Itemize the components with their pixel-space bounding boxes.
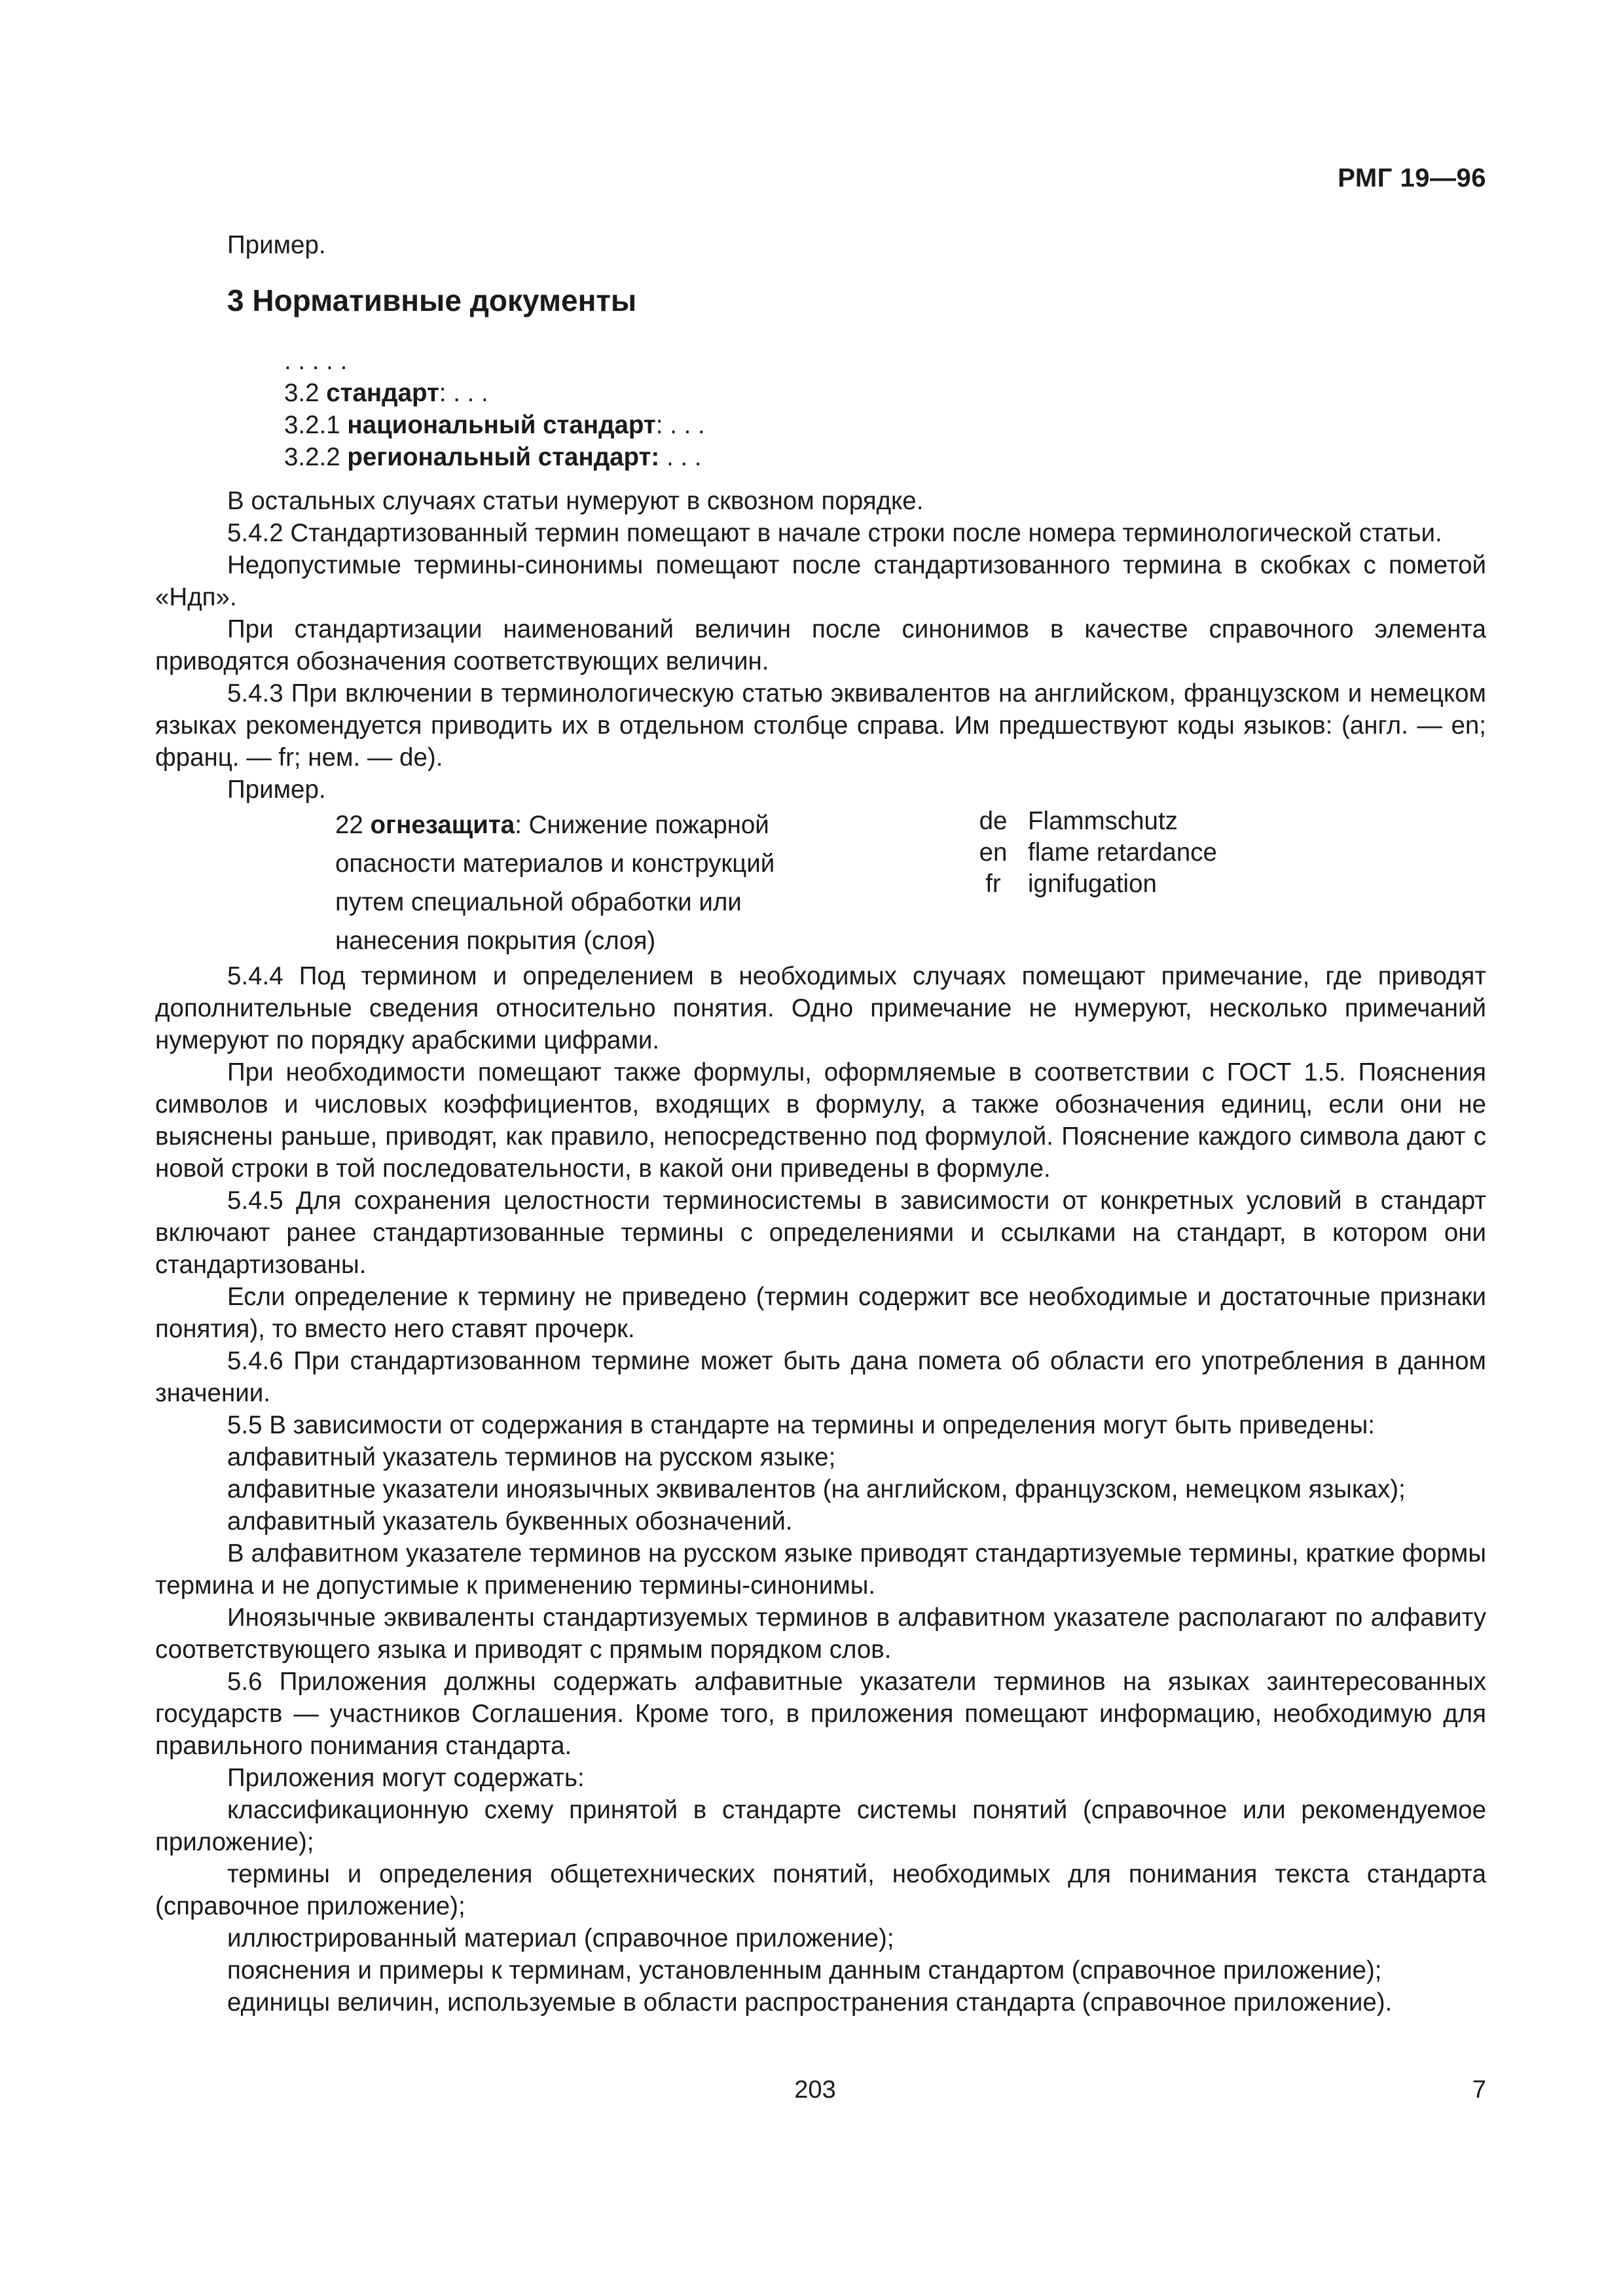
example-term-list	[284, 345, 1486, 473]
list-item: классификационную схему принятой в стандарте системы понятий (справочное или рекомендуемое приложение);	[155, 1796, 1486, 1856]
term-number: 3.2	[284, 379, 327, 407]
paragraph: 5.5 В зависимости от содержания в стандарте на термины и определения могут быть приведены:	[227, 1411, 1375, 1439]
term-line	[284, 409, 1486, 441]
list-item: пояснения и примеры к терминам, установленным данным стандартом (справочное приложение);	[227, 1956, 1382, 1984]
definition-line	[335, 806, 924, 844]
page-number: 203	[794, 2076, 836, 2104]
definition-line: опасности материалов и конструкций	[335, 850, 775, 878]
term-rest: . . .	[659, 443, 702, 471]
example-label: Пример.	[227, 776, 326, 804]
paragraph: 5.4.5 Для сохранения целостности терминосистемы в зависимости от конкретных условий в стандарт включают ранее стандартизованные термины с определениями и ссылками на стандарт, в котором они стандартизованы.	[155, 1187, 1486, 1279]
equivalent-row	[964, 869, 1217, 900]
paragraph: Недопустимые термины-синонимы помещают после стандартизованного термина в скобках с пометой «Ндп».	[155, 551, 1486, 611]
terminology-example	[155, 806, 1486, 960]
page-body	[155, 229, 1486, 2018]
paragraph: Если определение к термину не приведено (термин содержит все необходимые и достаточные признаки понятия), то вместо него ставят прочерк.	[155, 1283, 1486, 1343]
language-code: en	[979, 838, 1008, 867]
section-heading: 3 Нормативные документы	[227, 283, 637, 317]
equivalent-term: Flammschutz	[1028, 807, 1178, 835]
list-item: алфавитный указатель буквенных обозначений.	[227, 1507, 793, 1535]
example-label: Пример.	[227, 231, 326, 259]
list-item: алфавитные указатели иноязычных эквивалентов (на английском, французском, немецком языках);	[227, 1475, 1406, 1503]
paragraph: 5.4.3 При включении в терминологическую статью эквивалентов на английском, французском и немецком языках рекомендуется приводить их в отдельном столбце справа. Им предшествуют коды языков: (англ. — en; франц. — fr; нем. — de).	[155, 679, 1486, 772]
term-name: региональный стандарт:	[347, 443, 660, 471]
foreign-equivalents	[964, 806, 1217, 900]
paragraph: В остальных случаях статьи нумеруют в сквозном порядке.	[227, 487, 924, 515]
list-item: алфавитный указатель терминов на русском языке;	[227, 1443, 836, 1471]
list-item: иллюстрированный материал (справочное приложение);	[227, 1924, 894, 1952]
term-number: 22	[335, 811, 371, 839]
list-item: единицы величин, используемые в области распространения стандарта (справочное приложение).	[227, 1988, 1393, 2017]
definition-line: нанесения покрытия (слоя)	[335, 927, 656, 955]
language-code: fr	[985, 870, 1001, 898]
example-definition	[335, 806, 924, 960]
term-rest: : . . .	[655, 411, 705, 439]
equivalent-term: ignifugation	[1028, 870, 1157, 898]
sheet-number: 7	[1472, 2076, 1486, 2104]
term-line	[284, 441, 1486, 473]
term-name: стандарт	[326, 379, 439, 407]
equivalent-row	[964, 806, 1217, 837]
term-line	[284, 377, 1486, 409]
term-number: 3.2.2	[284, 443, 348, 471]
paragraph: В алфавитном указателе терминов на русском языке приводят стандартизуемые термины, краткие формы термина и не допустимые к применению термины-синонимы.	[155, 1539, 1486, 1600]
paragraph: 5.6 Приложения должны содержать алфавитные указатели терминов на языках заинтересованных государств — участников Соглашения. Кроме того, в приложения помещают информацию, необходимую для правильного понимания стандарта.	[155, 1668, 1486, 1760]
paragraph: Иноязычные эквиваленты стандартизуемых терминов в алфавитном указателе располагают по алфавиту соответствующего языка и приводят с прямым порядком слов.	[155, 1604, 1486, 1664]
term-number: 3.2.1	[284, 411, 348, 439]
term-name: огнезащита	[370, 811, 515, 839]
definition-text: : Снижение пожарной	[515, 811, 769, 839]
ellipsis-line: . . . . .	[284, 347, 348, 375]
equivalent-row	[964, 837, 1217, 869]
equivalent-term: flame retardance	[1028, 838, 1217, 867]
definition-line: путем специальной обработки или	[335, 888, 742, 916]
language-code: de	[979, 807, 1008, 835]
paragraph: При необходимости помещают также формулы, оформляемые в соответствии с ГОСТ 1.5. Пояснения символов и числовых коэффициентов, входящих в формулу, а также обозначения единиц, если они не выяснены раньше, приводят, как правило, непосредственно под формулой. Пояснение каждого символа дают с новой строки в той последовательности, в какой они приведены в формуле.	[155, 1058, 1486, 1183]
term-name: национальный стандарт	[347, 411, 656, 439]
paragraph: 5.4.4 Под термином и определением в необходимых случаях помещают примечание, где приводят дополнительные сведения относительно понятия. Одно примечание не нумеруют, несколько примечаний нумеруют по порядку арабскими цифрами.	[155, 962, 1486, 1054]
document-code: РМГ 19—96	[1338, 164, 1486, 192]
paragraph: Приложения могут содержать:	[227, 1764, 585, 1792]
paragraph: 5.4.2 Стандартизованный термин помещают в начале строки после номера терминологической статьи.	[227, 519, 1442, 547]
list-item: термины и определения общетехнических понятий, необходимых для понимания текста стандарта (справочное приложение);	[155, 1860, 1486, 1920]
term-rest: : . . .	[439, 379, 488, 407]
paragraph: 5.4.6 При стандартизованном термине может быть дана помета об области его употребления в данном значении.	[155, 1347, 1486, 1407]
paragraph: При стандартизации наименований величин после синонимов в качестве справочного элемента приводятся обозначения соответствующих величин.	[155, 615, 1486, 675]
